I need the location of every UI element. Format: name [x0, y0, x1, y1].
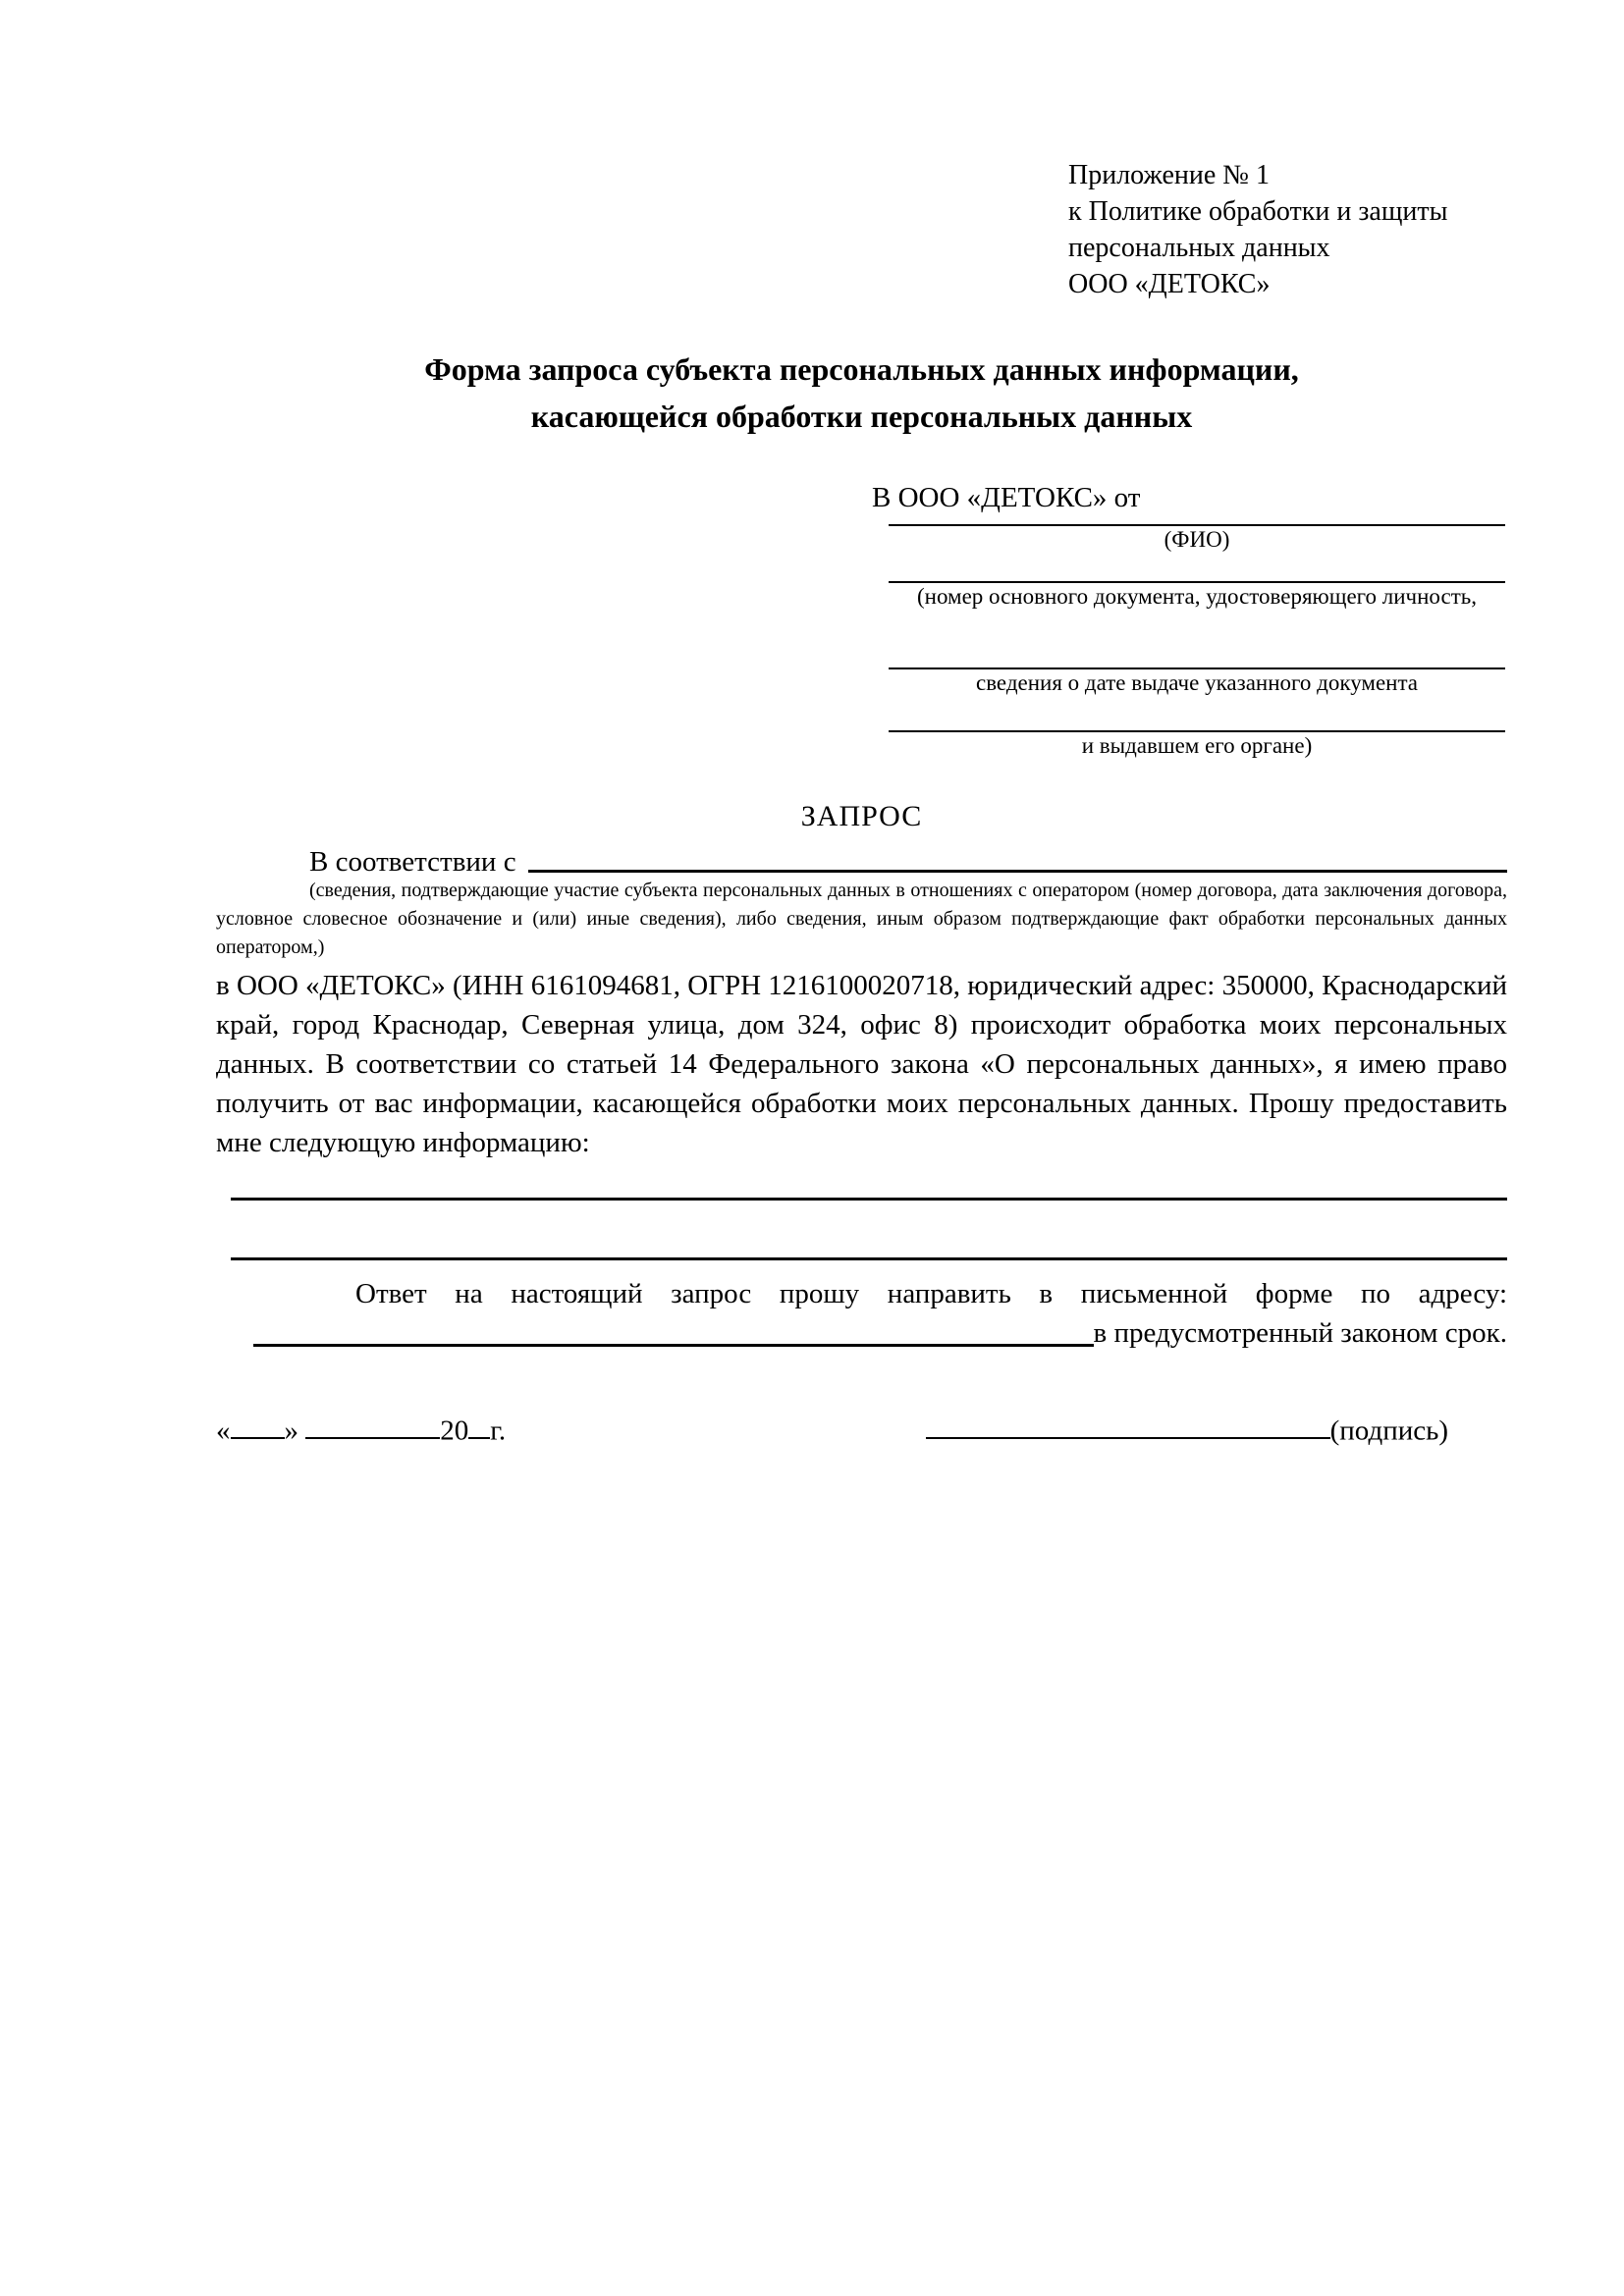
document-title-line: касающейся обработки персональных данных [530, 399, 1193, 434]
signature-group [926, 1408, 1448, 1447]
basis-label: В соответствии с [309, 846, 516, 878]
appendix-header-block [1068, 157, 1507, 302]
date-open-quote: « [216, 1415, 231, 1447]
fio-field [889, 524, 1505, 554]
document-title-line: Форма запроса субъекта персональных данных информации, [424, 351, 1299, 387]
issue-date-field [889, 667, 1505, 697]
date-year-prefix: 20 [440, 1415, 469, 1447]
date-month-input-line[interactable] [305, 1408, 440, 1439]
reply-sentence: Ответ на настоящий запрос прошу направить в письменной форме по адресу: [355, 1278, 1507, 1309]
request-heading: ЗАПРОС [800, 800, 923, 832]
requested-info-input-line-2[interactable] [231, 1257, 1507, 1260]
date-year-input-line[interactable] [468, 1408, 490, 1439]
date-day-input-line[interactable] [231, 1408, 285, 1439]
reply-address-row [216, 1313, 1507, 1353]
document-title [216, 346, 1507, 440]
date-group [216, 1408, 506, 1447]
reply-address-indent [216, 1313, 253, 1353]
requested-info-input-line-1[interactable] [231, 1198, 1507, 1201]
date-signature-row [216, 1408, 1507, 1447]
date-year-suffix: г. [490, 1415, 507, 1447]
document-number-caption: (номер основного документа, удостоверяющего личность, [916, 584, 1477, 609]
request-body-paragraph: в ООО «ДЕТОКС» (ИНН 6161094681, ОГРН 1216100020718, юридический адрес: 350000, Краснодарский край, город Краснодар, Северная улица, дом 324, офис 8) происходит обработка моих персональных данных. В соответствии со статьей 14 Федерального закона «О персональных данных», я имею право получить от вас информации, касающейся обработки моих персональных данных. Прошу предоставить мне следующую информацию: [216, 970, 1507, 1158]
appendix-header-line: ООО «ДЕТОКС» [1068, 269, 1271, 299]
document-number-field [889, 581, 1505, 611]
signature-caption: (подпись) [1329, 1415, 1448, 1447]
document-content [216, 0, 1507, 1447]
basis-note: (сведения, подтверждающие участие субъекта персональных данных в отношениях с оператором (номер договора, дата заключения договора, условное словесное обозначение и (или) иные сведения), либо сведения, иным образом подтверждающие факт обработки персональных данных оператором,) [216, 880, 1507, 958]
signature-input-line[interactable] [926, 1408, 1330, 1439]
appendix-header-line: Приложение № 1 [1068, 160, 1270, 190]
addressee-line: В ООО «ДЕТОКС» от [872, 482, 1141, 513]
date-close-quote: » [284, 1415, 298, 1447]
appendix-header-line: к Политике обработки и защиты [1068, 196, 1448, 227]
appendix-header-line: персональных данных [1068, 233, 1330, 263]
issue-date-caption: сведения о дате выдаче указанного документа [975, 670, 1419, 695]
issuing-authority-field [889, 730, 1505, 760]
basis-row [216, 847, 1507, 877]
fio-caption: (ФИО) [1164, 527, 1230, 552]
reply-address-input-line[interactable] [253, 1344, 1094, 1347]
issuing-authority-caption: и выдавшем его органе) [1081, 733, 1313, 758]
basis-input-line[interactable] [528, 870, 1507, 873]
reply-tail-text: в предусмотренный законом срок. [1093, 1317, 1507, 1349]
